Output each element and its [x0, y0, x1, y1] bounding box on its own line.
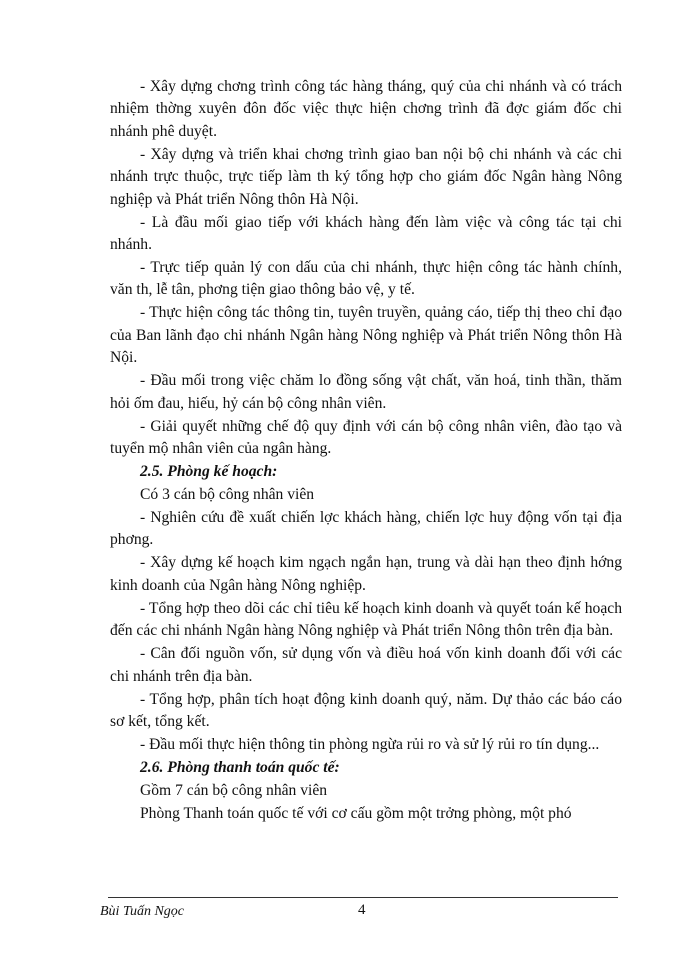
section-heading: 2.6. Phòng thanh toán quốc tế:	[140, 759, 340, 777]
body-paragraph: Phòng Thanh toán quốc tế với cơ cấu gồm một trởng phòng, một phó	[140, 805, 572, 823]
footer-author: Bùi Tuấn Ngọc	[100, 904, 185, 919]
section-heading: 2.5. Phòng kế hoạch:	[140, 463, 278, 481]
body-paragraph: - Là đầu mối giao tiếp với khách hàng đến làm việc và công tác tại chi nhánh.	[110, 213, 622, 254]
document-body	[110, 76, 622, 826]
body-paragraph: - Tổng hợp, phân tích hoạt động kinh doanh quý, năm. Dự thảo các báo cáo sơ kết, tổng kết.	[110, 690, 622, 731]
body-paragraph: Có 3 cán bộ công nhân viên	[140, 486, 315, 504]
body-paragraph: - Thực hiện công tác thông tin, tuyên truyền, quảng cáo, tiếp thị theo chỉ đạo của Ban lãnh đạo chi nhánh Ngân hàng Nông nghiệp và Phát triển Nông thôn Hà Nội.	[110, 304, 622, 367]
body-paragraph: - Trực tiếp quản lý con dấu của chi nhánh, thực hiện công tác hành chính, văn th, lễ tân, phơng tiện giao thông bảo vệ, y tế.	[110, 259, 622, 299]
page-number: 4	[358, 902, 366, 918]
body-paragraph: - Cân đối nguồn vốn, sử dụng vốn và điều hoá vốn kinh doanh đối với các chi nhánh trên địa bàn.	[110, 645, 622, 685]
body-paragraph: - Xây dựng và triển khai chơng trình giao ban nội bộ chi nhánh và các chi nhánh trực thuộc, trực tiếp làm th ký tổng hợp cho giám đốc Ngân hàng Nông nghiệp và Phát triển Nông thôn Hà Nội.	[110, 145, 622, 208]
body-paragraph: - Xây dựng kế hoạch kim ngạch ngắn hạn, trung và dài hạn theo định hớng kinh doanh của Ngân hàng Nông nghiệp.	[110, 554, 622, 594]
body-paragraph: - Giải quyết những chế độ quy định với cán bộ công nhân viên, đào tạo và tuyển mộ nhân viên của ngân hàng.	[110, 417, 622, 458]
body-paragraph: Gồm 7 cán bộ công nhân viên	[140, 782, 328, 800]
body-paragraph: - Đầu mối trong việc chăm lo đồng sống vật chất, văn hoá, tinh thần, thăm hỏi ốm đau, hiếu, hỷ cán bộ công nhân viên.	[110, 372, 622, 412]
body-paragraph: - Nghiên cứu đề xuất chiến lợc khách hàng, chiến lợc huy động vốn tại địa phơng.	[110, 509, 622, 549]
body-paragraph: - Đầu mối thực hiện thông tin phòng ngừa rủi ro và sử lý rủi ro tín dụng...	[140, 736, 600, 754]
body-paragraph: - Tổng hợp theo dõi các chỉ tiêu kế hoạch kinh doanh và quyết toán kế hoạch đến các chi nhánh Ngân hàng Nông nghiệp và Phát triển Nông thôn trên địa bàn.	[110, 599, 622, 640]
footer-divider	[108, 897, 618, 898]
body-paragraph: - Xây dựng chơng trình công tác hàng tháng, quý của chi nhánh và có trách nhiệm thờng xuyên đôn đốc việc thực hiện chơng trình đã đợc giám đốc chi nhánh phê duyệt.	[110, 78, 622, 140]
